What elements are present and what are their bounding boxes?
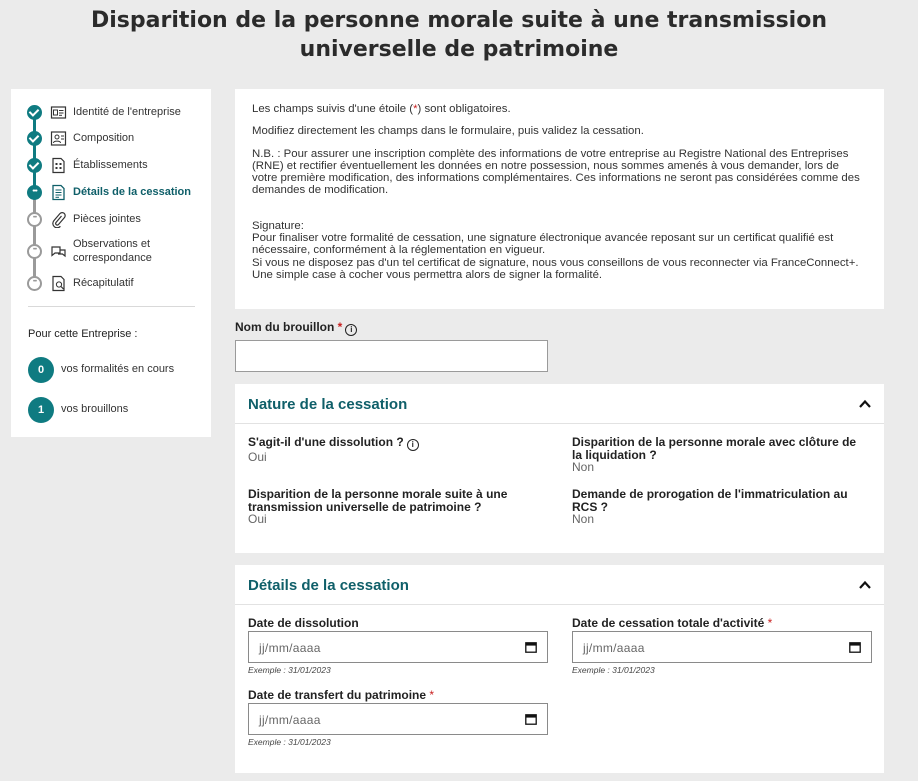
pending-icon [27, 276, 42, 291]
date-example: Exemple : 31/01/2023 [248, 737, 331, 747]
field-question: Demande de prorogation de l'immatriculation au RCS ? [572, 487, 848, 514]
date-placeholder: jj/mm/aaaa [259, 713, 321, 727]
required-star: * [337, 320, 343, 334]
for-company-label: Pour cette Entreprise : [28, 328, 138, 340]
step-identite[interactable] [11, 102, 211, 122]
panel-title: Nature de la cessation [248, 396, 408, 413]
chevron-up-icon[interactable] [859, 398, 871, 410]
label-text: Date de cessation totale d'activité [572, 616, 765, 630]
calendar-icon[interactable] [849, 641, 861, 653]
field-answer: Non [572, 512, 595, 526]
step-label: Composition [73, 132, 135, 144]
draft-label-text: Nom du brouillon [235, 320, 335, 334]
step-observations[interactable] [11, 238, 211, 264]
document-icon [50, 184, 67, 201]
step-pieces-jointes[interactable] [11, 209, 211, 229]
cessation-date-label [572, 617, 772, 630]
counter-label: vos brouillons [61, 403, 129, 415]
draft-name-label [235, 320, 357, 336]
check-icon [27, 131, 42, 146]
summary-icon [50, 275, 67, 292]
signature-text: Pour finaliser votre formalité de cessation, une signature électronique avancée reposant sur un certificat qualifié est nécessaire, conformément à la réglementation en vigueur. [252, 232, 834, 257]
dissolution-date-input[interactable] [248, 631, 548, 663]
step-recapitulatif[interactable] [11, 273, 211, 293]
date-example: Exemple : 31/01/2023 [572, 665, 655, 675]
page-title: Disparition de la personne morale suite à une transmission universelle de patrimoine [91, 8, 827, 62]
field-question: Disparition de la personne morale suite à une transmission universelle de patrimoine ? [248, 487, 508, 514]
date-example: Exemple : 31/01/2023 [248, 665, 331, 675]
required-star: * [413, 103, 418, 115]
panel-title: Détails de la cessation [248, 577, 409, 594]
signature-text: Si vous ne disposez pas d'un tel certificat de signature, nous vous conseillons de vous reconnecter via FranceConnect+. Une simple case à cocher vous permettra alors de signer la formalité. [252, 256, 859, 281]
in-progress-icon [27, 185, 42, 200]
field-answer: Non [572, 460, 595, 474]
cessation-date-input[interactable] [572, 631, 872, 663]
field-dissolution [248, 436, 548, 464]
field-question: Disparition de la personne morale avec clôture de la liquidation ? [572, 435, 857, 462]
paperclip-icon [50, 211, 67, 228]
field-tup [248, 488, 538, 526]
nb-note: N.B. : Pour assurer une inscription complète des informations de votre entreprise au Registre National des Entreprises (RNE) et rectifier éventuellement les données en notre possession, nous sommes amenés à vous demander, lors de votre première modification, des informations complémentaires. Ces informations ne seront pas considérées comme des demandes de modification. [252, 147, 860, 197]
field-answer: Oui [248, 450, 267, 464]
pending-icon [27, 212, 42, 227]
field-question [248, 436, 548, 451]
id-card-icon [50, 104, 67, 121]
calendar-icon[interactable] [525, 713, 537, 725]
required-note-text: Les champs suivis d'une étoile ( [252, 103, 414, 115]
transfert-date-label [248, 689, 434, 702]
progress-rail-todo [33, 193, 36, 283]
step-label: Observations et correspondance [73, 238, 152, 264]
counter-label: vos formalités en cours [61, 363, 175, 375]
step-label: Établissements [73, 159, 148, 171]
building-icon [50, 157, 67, 174]
date-placeholder: jj/mm/aaaa [259, 641, 321, 655]
required-star: * [767, 616, 773, 630]
nature-panel-header[interactable] [235, 384, 884, 424]
step-label: Récapitulatif [73, 277, 134, 289]
info-icon[interactable]: i [407, 439, 419, 451]
sidebar [11, 89, 211, 437]
count-badge: 0 [28, 357, 54, 383]
draft-name-input[interactable] [235, 340, 548, 372]
nature-panel [235, 384, 884, 553]
info-icon[interactable]: i [345, 324, 357, 336]
label-text: Date de transfert du patrimoine [248, 688, 427, 702]
calendar-icon[interactable] [525, 641, 537, 653]
check-icon [27, 158, 42, 173]
step-composition[interactable] [11, 128, 211, 148]
details-panel-header[interactable] [235, 565, 884, 605]
progress-rail-done [33, 113, 36, 193]
chevron-up-icon[interactable] [859, 579, 871, 591]
count-badge: 1 [28, 397, 54, 423]
step-label: Identité de l'entreprise [73, 106, 181, 118]
edit-note: Modifiez directement les champs dans le formulaire, puis validez la cessation. [252, 125, 644, 138]
field-answer: Oui [248, 512, 267, 526]
required-star: * [429, 688, 435, 702]
step-label: Pièces jointes [73, 213, 141, 225]
transfert-date-input[interactable] [248, 703, 548, 735]
required-note [252, 103, 867, 115]
step-details-cessation[interactable] [11, 182, 211, 202]
date-placeholder: jj/mm/aaaa [583, 641, 645, 655]
details-panel [235, 565, 884, 773]
divider [28, 306, 195, 307]
step-label: Détails de la cessation [73, 186, 191, 198]
question-text: S'agit-il d'une dissolution ? [248, 435, 404, 449]
signature-title: Signature: [252, 219, 304, 232]
check-icon [27, 105, 42, 120]
chat-icon [50, 243, 67, 260]
required-note-text: ) sont obligatoires. [417, 103, 511, 115]
step-etablissements[interactable] [11, 155, 211, 175]
label-text: Date de dissolution [248, 616, 359, 630]
field-prorogation [572, 488, 864, 526]
dissolution-date-label [248, 617, 359, 630]
field-cloture-liquidation [572, 436, 864, 474]
pending-icon [27, 244, 42, 259]
info-box [235, 89, 884, 309]
people-icon [50, 130, 67, 147]
